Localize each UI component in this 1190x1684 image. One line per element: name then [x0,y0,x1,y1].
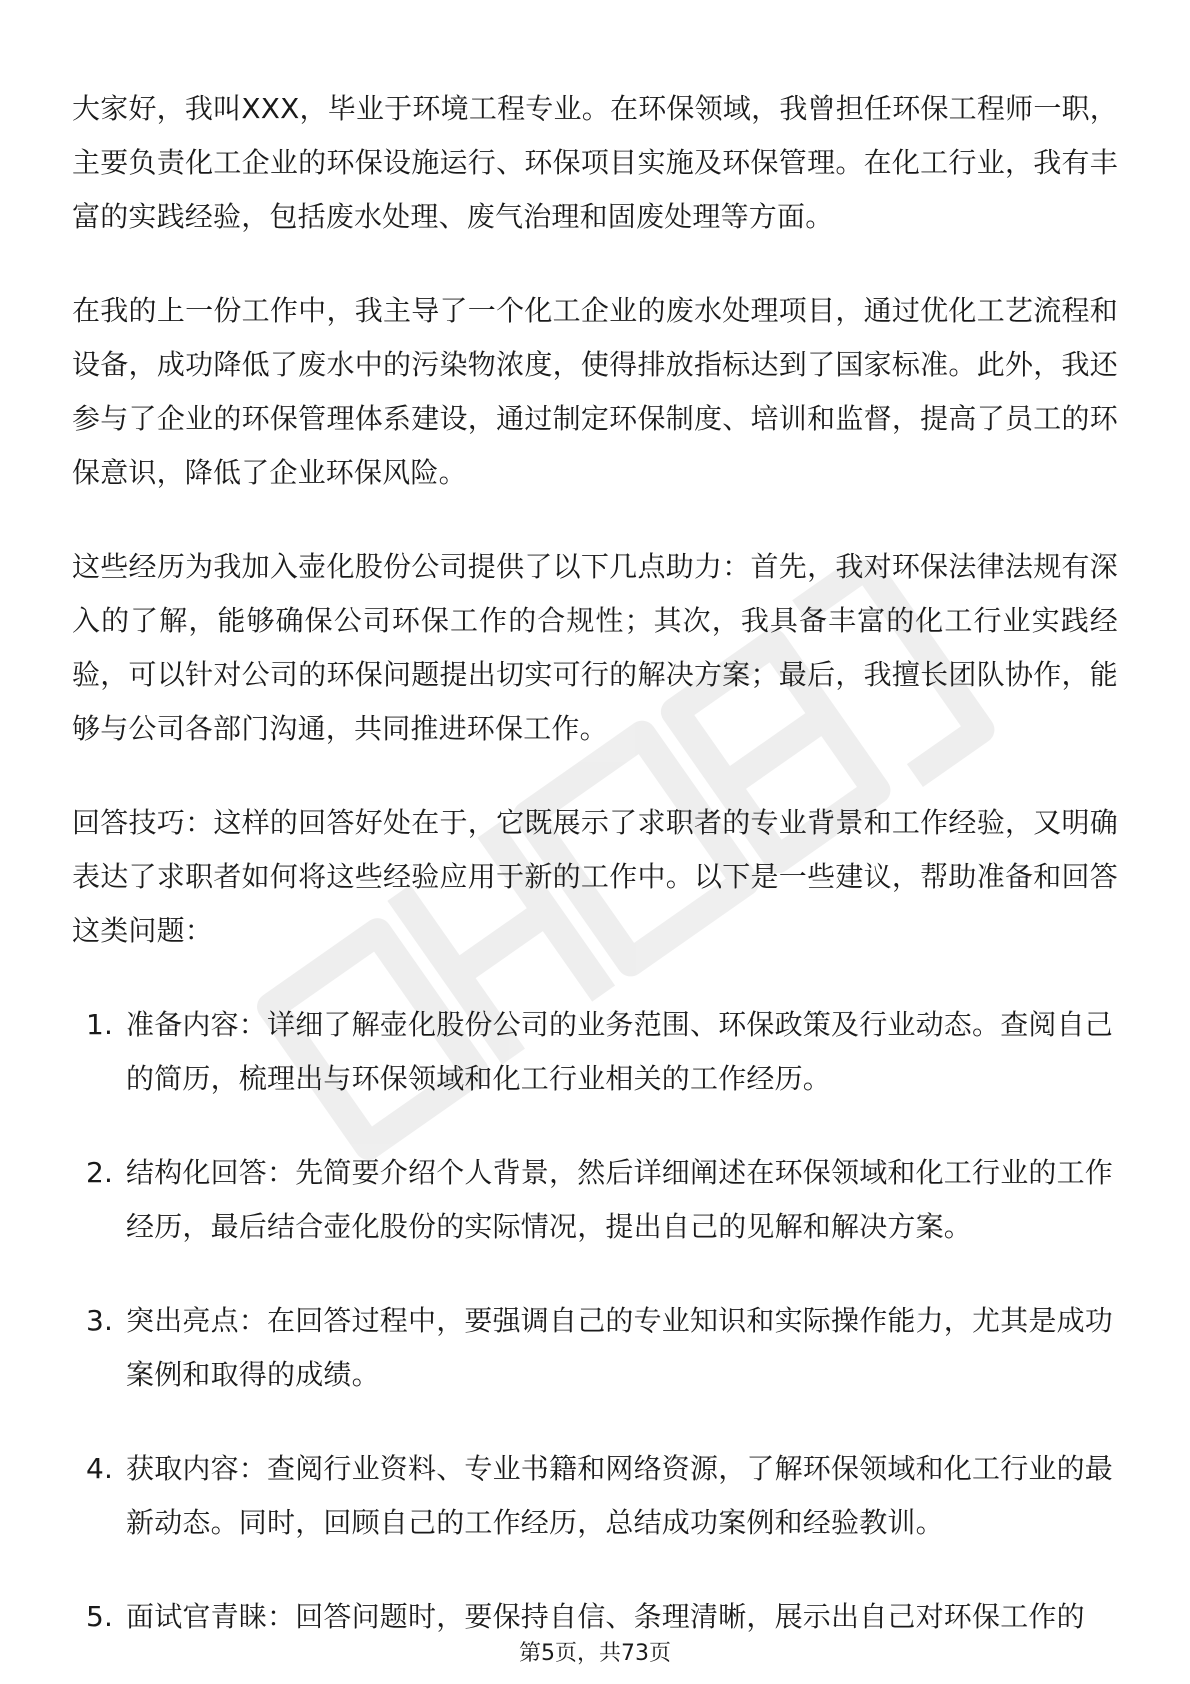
tips-list [72,998,1118,1644]
list-item-text: 突出亮点：在回答过程中，要强调自己的专业知识和实际操作能力，尤其是成功案例和取得的成绩。 [126,1304,1114,1391]
paragraph-contribution: 这些经历为我加入壶化股份公司提供了以下几点助力：首先，我对环保法律法规有深入的了解，能够确保公司环保工作的合规性；其次，我具备丰富的化工行业实践经验，可以针对公司的环保问题提出切实可行的解决方案；最后，我擅长团队协作，能够与公司各部门沟通，共同推进环保工作。 [72,550,1118,745]
list-item-number: 4. [86,1452,114,1485]
list-item-number: 5. [86,1600,114,1633]
list-item-text: 面试官青睐：回答问题时，要保持自信、条理清晰，展示出自己对环保工作的 [126,1600,1085,1633]
paragraph-intro: 大家好，我叫XXX，毕业于环境工程专业。在环保领域，我曾担任环保工程师一职，主要负责化工企业的环保设施运行、环保项目实施及环保管理。在化工行业，我有丰富的实践经验，包括废水处理、废气治理和固废处理等方面。 [72,92,1118,233]
list-item [72,1146,1118,1254]
paragraph-experience: 在我的上一份工作中，我主导了一个化工企业的废水处理项目，通过优化工艺流程和设备，成功降低了废水中的污染物浓度，使得排放指标达到了国家标准。此外，我还参与了企业的环保管理体系建设，通过制定环保制度、培训和监督，提高了员工的环保意识，降低了企业环保风险。 [72,294,1118,489]
list-item-number: 2. [86,1156,114,1189]
list-item-text: 准备内容：详细了解壶化股份公司的业务范围、环保政策及行业动态。查阅自己的简历，梳理出与环保领域和化工行业相关的工作经历。 [126,1008,1114,1095]
list-item-text: 结构化回答：先简要介绍个人背景，然后详细阐述在环保领域和化工行业的工作经历，最后结合壶化股份的实际情况，提出自己的见解和解决方案。 [126,1156,1114,1243]
list-item [72,1294,1118,1402]
page-number-footer: 第5页，共73页 [519,1641,671,1666]
list-item-number: 3. [86,1304,114,1337]
list-item [72,1442,1118,1550]
list-item [72,998,1118,1106]
paragraph-tips: 回答技巧：这样的回答好处在于，它既展示了求职者的专业背景和工作经验，又明确表达了求职者如何将这些经验应用于新的工作中。以下是一些建议，帮助准备和回答这类问题： [72,806,1118,947]
document-body [72,82,1118,1684]
list-item-number: 1. [86,1008,114,1041]
list-item-text: 获取内容：查阅行业资料、专业书籍和网络资源，了解环保领域和化工行业的最新动态。同时，回顾自己的工作经历，总结成功案例和经验教训。 [126,1452,1114,1539]
